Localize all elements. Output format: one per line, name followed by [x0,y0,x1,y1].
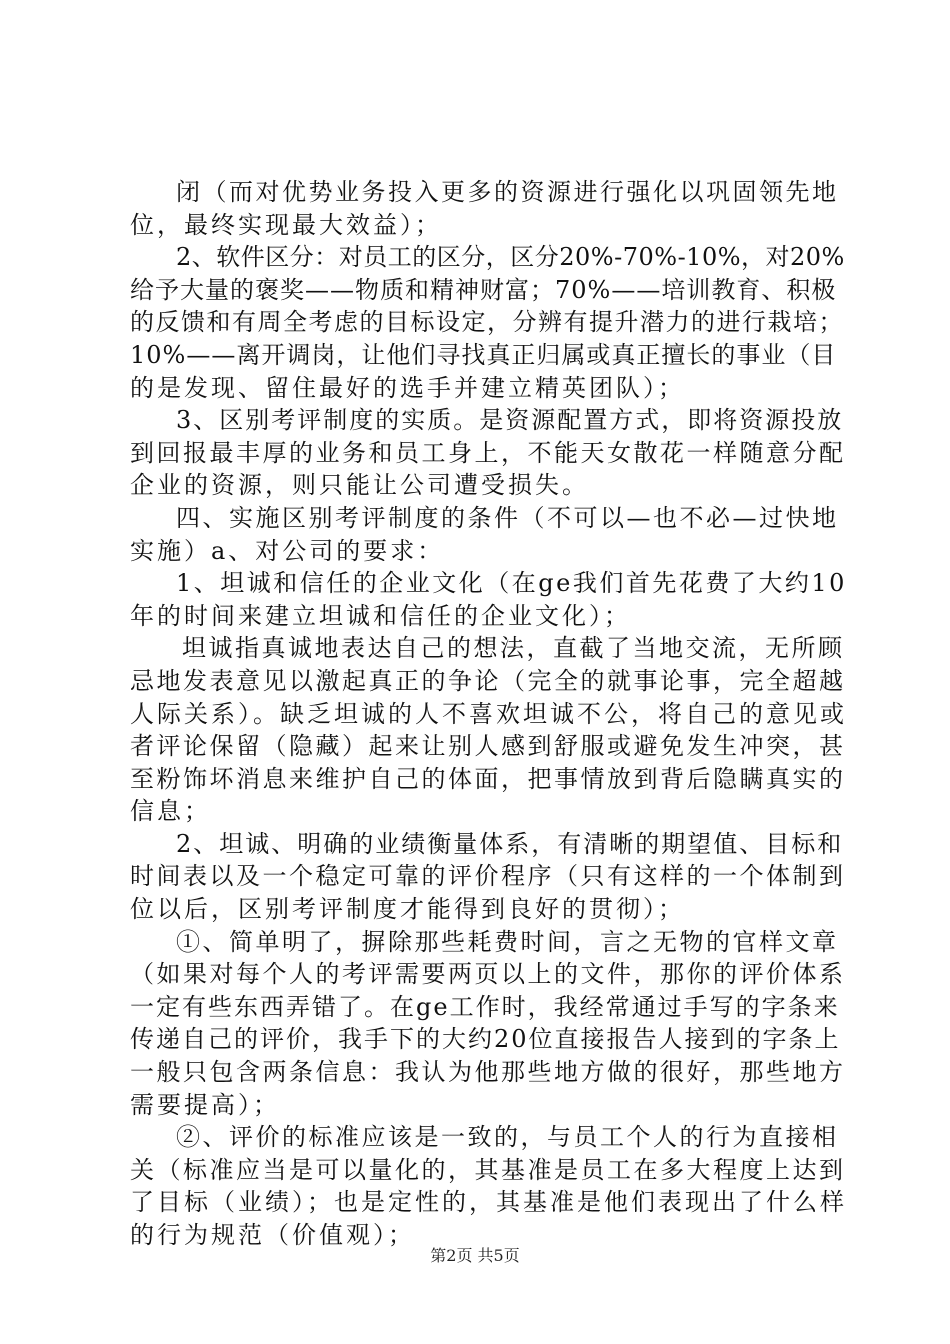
text-line: 位以后，区别考评制度才能得到良好的贯彻）； [130,895,685,924]
page-footer: 第2页 共5页 [430,1246,520,1265]
text-line: 闭（而对优势业务投入更多的资源进行强化以巩固领先地 [176,178,839,206]
text-line: 的反馈和有周全考虑的目标设定，分辨有提升潜力的进行栽培； [130,308,844,337]
text-line: 传递自己的评价，我手下的大约20位直接报告人接到的字条上 [130,1025,841,1054]
text-line: 四、实施区别考评制度的条件（不可以—也不必—过快地 [176,503,839,532]
text-line: 年的时间来建立坦诚和信任的企业文化）； [130,601,631,630]
text-line: 坦诚指真诚地表达自己的想法，直截了当地交流，无所顾 [182,634,845,663]
text-line: 忌地发表意见以激起真正的争论（完全的就事论事，完全超越 [130,666,846,695]
text-line: 位，最终实现最大效益）； [130,210,442,239]
text-line: 信息； [130,797,211,826]
text-line: 关（标准应当是可以量化的，其基准是员工在多大程度上达到 [130,1155,846,1184]
text-line: 10%——离开调岗，让他们寻找真正归属或真正擅长的事业（目 [130,340,837,369]
text-line: 需要提高）； [130,1090,280,1119]
text-line: 给予大量的褒奖——物质和精神财富；70%——培训教育、积极 [130,275,837,304]
text-line: 人际关系）。缺乏坦诚的人不喜欢坦诚不公，将自己的意见或 [130,699,847,728]
text-line: 1、坦诚和信任的企业文化（在ge我们首先花费了大约10 [176,569,847,598]
text-line: 一定有些东西弄错了。在ge工作时，我经常通过手写的字条来 [130,992,840,1021]
text-line: ②、评价的标准应该是一致的，与员工个人的行为直接相 [176,1123,839,1152]
text-line: 者评论保留（隐藏）起来让别人感到舒服或避免发生冲突，甚 [130,732,846,761]
text-line: 的行为规范（价值观）； [130,1221,415,1249]
text-line: 2、软件区分：对员工的区分，区分20%-70%-10%，对20% [176,243,845,272]
text-line: 了目标（业绩）；也是定性的，其基准是他们表现出了什么样 [130,1188,847,1217]
text-line: 的是发现、留住最好的选手并建立精英团队）； [130,373,685,402]
text-line: ①、简单明了，摒除那些耗费时间，言之无物的官样文章 [176,927,839,956]
text-line: 3、区别考评制度的实质。是资源配置方式，即将资源投放 [176,406,844,435]
text-line: 至粉饰坏消息来维护自己的体面，把事情放到背后隐瞒真实的 [130,764,846,793]
text-line: （如果对每个人的考评需要两页以上的文件，那你的评价体系 [130,960,846,989]
text-line: 实施）a、对公司的要求： [130,536,445,565]
text-line: 时间表以及一个稳定可靠的评价程序（只有这样的一个体制到 [130,862,846,891]
text-line: 到回报最丰厚的业务和员工身上，不能天女散花一样随意分配 [130,438,846,467]
text-line: 2、坦诚、明确的业绩衡量体系，有清晰的期望值、目标和 [176,829,844,858]
text-line: 企业的资源，则只能让公司遭受损失。 [130,471,589,500]
document-body [130,176,847,1252]
text-line: 一般只包含两条信息：我认为他那些地方做的很好，那些地方 [130,1058,846,1087]
